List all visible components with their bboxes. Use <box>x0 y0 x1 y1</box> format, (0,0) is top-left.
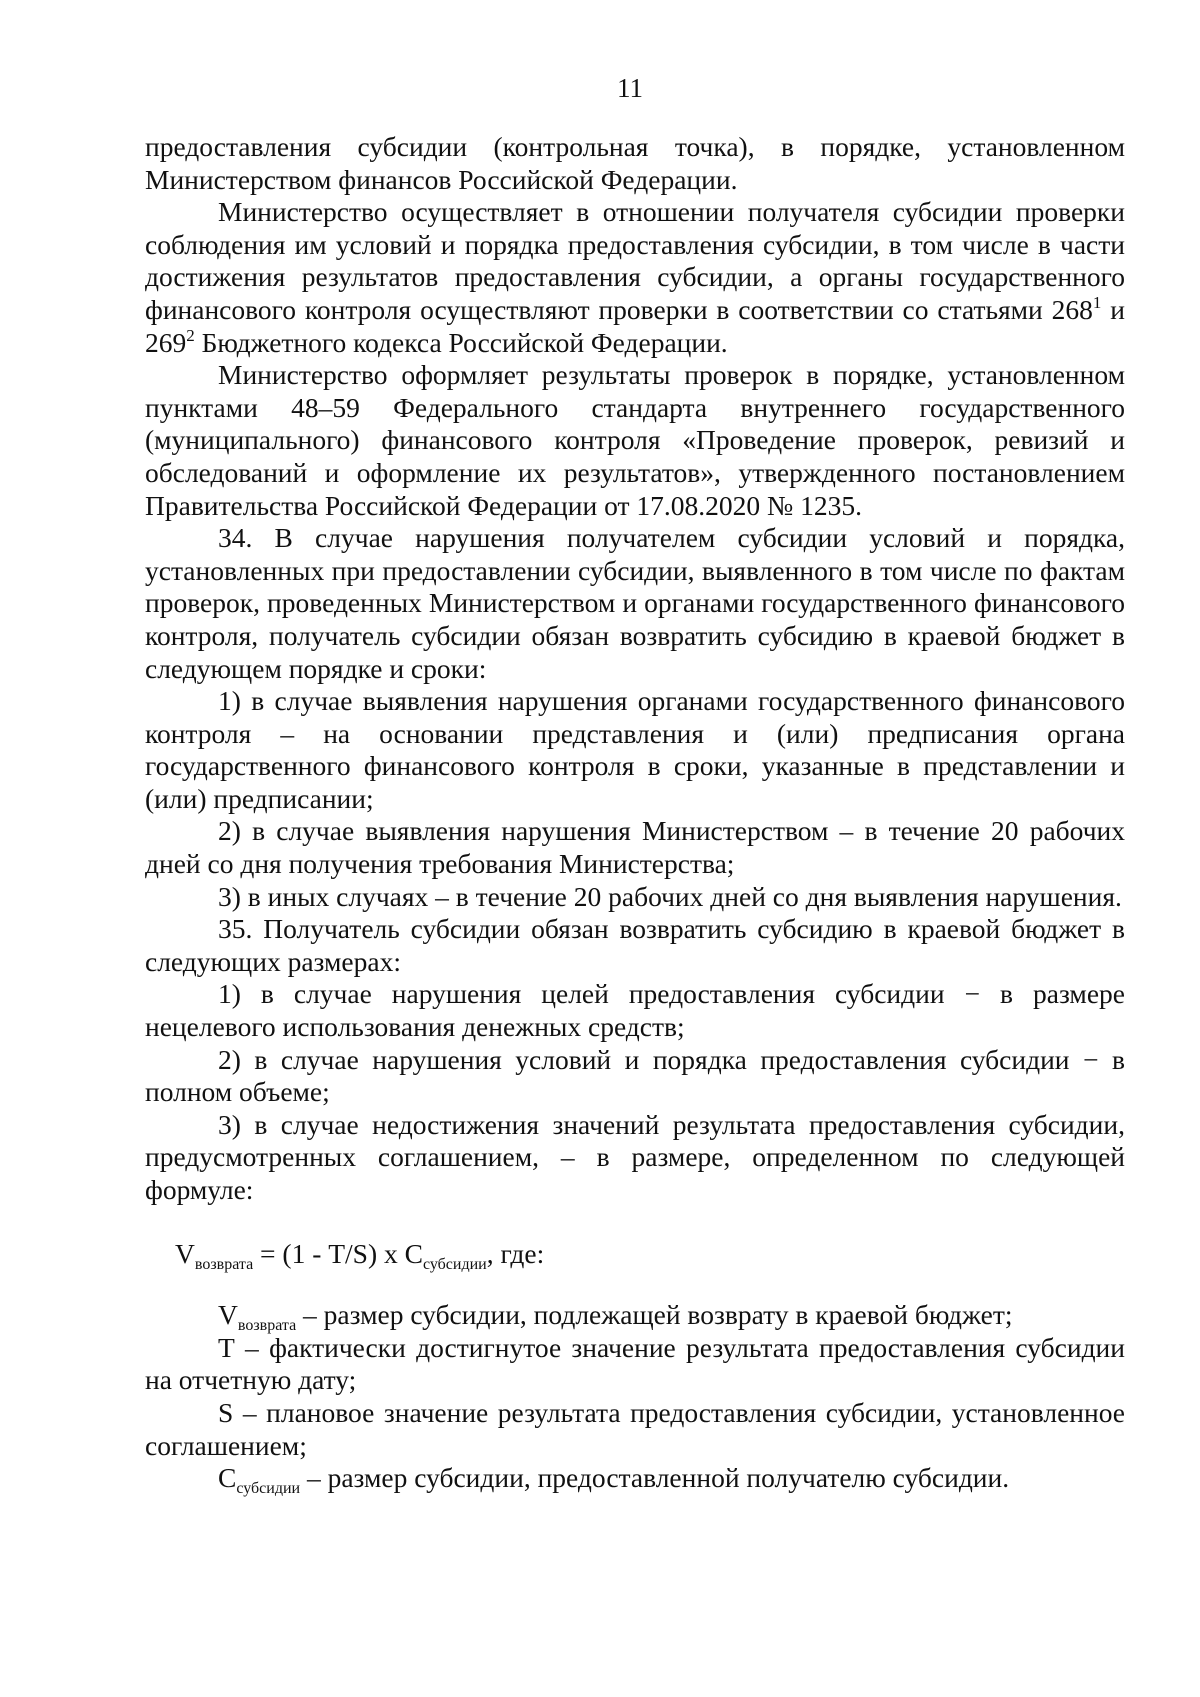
definition-t: Т – фактически достигнутое значение результата предоставления субсидии на отчетную дату; <box>145 1331 1125 1396</box>
definition-text: – размер субсидии, предоставленной получателю субсидии. <box>300 1462 1010 1494</box>
formula-v-subscript: возврата <box>194 1255 254 1273</box>
paragraph-continuation: предоставления субсидии (контрольная точка), в порядке, установленном Министерством финансов Российской Федерации. <box>145 131 1125 195</box>
paragraph-text: Бюджетного кодекса Российской Федерации. <box>194 326 728 358</box>
page-number: 11 <box>617 73 643 103</box>
paragraph-text: и 269 <box>145 293 1126 358</box>
paragraph-34-item-3: 3) в иных случаях – в течение 20 рабочих дней со дня выявления нарушения. <box>218 880 1122 912</box>
paragraph-34-item-2: 2) в случае выявления нарушения Министерством – в течение 20 рабочих дней со дня получения требования Министерства; <box>145 815 1125 880</box>
definition-symbol: С <box>218 1462 237 1494</box>
paragraph-ministry-results: Министерство оформляет результаты проверок в порядке, установленном пунктами 48–59 Федерального стандарта внутреннего государственного (муниципального) финансового контроля «Проведение проверок, ревизий и обследований и оформление их результатов», утвержденного постановлением Правительства Российской Федерации от 17.08.2020 № 1235. <box>145 359 1125 521</box>
paragraph-text: Министерство осуществляет в отношении получателя субсидии проверки соблюдения им условий и порядка предоставления субсидии, в том числе в части достижения результатов предоставления субсидии, а органы государственного финансового контроля осуществляют проверки в соответствии со статьями 268 <box>145 196 1125 325</box>
definition-v <box>145 1299 1125 1335</box>
formula-c-subscript: субсидии <box>422 1255 487 1273</box>
definition-c <box>145 1462 1125 1498</box>
formula-v: V <box>175 1237 195 1269</box>
refund-formula <box>145 1238 1125 1271</box>
paragraph-ministry-checks <box>145 196 1125 359</box>
paragraph-35-item-1: 1) в случае нарушения целей предоставления субсидии − в размере нецелевого использования денежных средств; <box>145 978 1125 1043</box>
definition-symbol: V <box>218 1299 238 1331</box>
definition-s: S – плановое значение результата предоставления субсидии, установленное соглашением; <box>145 1396 1125 1461</box>
superscript-2: 2 <box>186 325 195 345</box>
document-body <box>145 131 1126 1498</box>
paragraph-35-item-2: 2) в случае нарушения условий и порядка предоставления субсидии − в полном объеме; <box>145 1043 1125 1108</box>
paragraph-35-item-3: 3) в случае недостижения значений результата предоставления субсидии, предусмотренных соглашением, – в размере, определенном по следующей формуле: <box>145 1108 1125 1205</box>
paragraph-34-item-1: 1) в случае выявления нарушения органами государственного финансового контроля – на основании представления и (или) предписания органа государственного финансового контроля в сроки, указанные в представлении и (или) предписании; <box>145 685 1125 814</box>
definition-subscript: возврата <box>237 1317 297 1335</box>
definition-subscript: субсидии <box>236 1480 301 1498</box>
formula-body: = (1 - T/S) x C <box>253 1237 423 1269</box>
formula-tail: , где: <box>486 1237 545 1269</box>
definition-text: – размер субсидии, подлежащей возврату в краевой бюджет; <box>296 1299 1013 1331</box>
paragraph-35: 35. Получатель субсидии обязан возвратить субсидию в краевой бюджет в следующих размерах: <box>145 913 1125 977</box>
superscript-1: 1 <box>1092 292 1102 312</box>
paragraph-34: 34. В случае нарушения получателем субсидии условий и порядка, установленных при предоставлении субсидии, выявленного в том числе по фактам проверок, проведенных Министерством и органами государственного финансового контроля, получатель субсидии обязан возвратить субсидию в краевой бюджет в следующем порядке и сроки: <box>145 522 1125 684</box>
